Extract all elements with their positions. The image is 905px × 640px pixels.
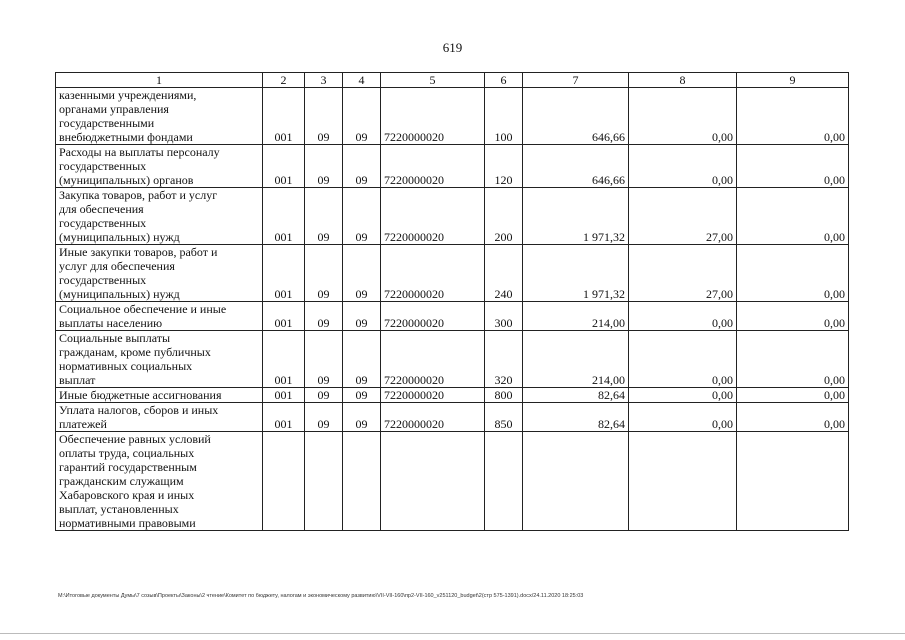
- cell-section: 09: [305, 331, 343, 388]
- cell-admin-code: 001: [263, 403, 305, 432]
- cell-amount-1: 214,00: [523, 331, 629, 388]
- cell-subsection: 09: [343, 88, 381, 145]
- column-header: 4: [343, 73, 381, 88]
- item-name-line: платежей: [59, 417, 107, 431]
- cell-amount-2: 0,00: [629, 388, 737, 403]
- cell-expense-type: 320: [485, 331, 523, 388]
- cell-amount-2: 0,00: [629, 403, 737, 432]
- cell-amount-2: [629, 432, 737, 531]
- column-header: 5: [381, 73, 485, 88]
- cell-expense-type: 800: [485, 388, 523, 403]
- cell-item-name: [56, 403, 263, 432]
- item-name-line: Социальное обеспечение и иные: [59, 302, 227, 316]
- item-name-line: выплаты населению: [59, 316, 163, 330]
- item-name-line: (муниципальных) нужд: [59, 230, 180, 244]
- cell-section: 09: [305, 188, 343, 245]
- cell-amount-1: 82,64: [523, 388, 629, 403]
- cell-item-name: [56, 388, 263, 403]
- cell-section: [305, 432, 343, 531]
- column-header: 1: [56, 73, 263, 88]
- cell-section: 09: [305, 388, 343, 403]
- document-footer-path: M:\Итоговые документы Думы\7 созыв\Проекты\Законы\2 чтение\Комитет по бюджету, налогам и экономическому развитию\VII-VII-160\пр2-VII-160_v251120_budget\2(стр 575-1391).docx/24.11.2020 18:25:03: [58, 593, 584, 599]
- table-row: [56, 88, 849, 145]
- cell-amount-3: 0,00: [737, 388, 849, 403]
- cell-admin-code: 001: [263, 245, 305, 302]
- item-name-line: выплат: [59, 373, 96, 387]
- cell-section: 09: [305, 302, 343, 331]
- cell-amount-1: 646,66: [523, 88, 629, 145]
- cell-target-code: 7220000020: [381, 88, 485, 145]
- item-name-line: Хабаровского края и иных: [59, 488, 195, 502]
- cell-item-name: [56, 245, 263, 302]
- cell-subsection: 09: [343, 331, 381, 388]
- item-name-line: Иные закупки товаров, работ и: [59, 245, 218, 259]
- cell-target-code: [381, 432, 485, 531]
- cell-subsection: 09: [343, 145, 381, 188]
- cell-target-code: 7220000020: [381, 188, 485, 245]
- cell-amount-1: [523, 432, 629, 531]
- cell-item-name: [56, 331, 263, 388]
- cell-amount-2: 27,00: [629, 188, 737, 245]
- cell-target-code: 7220000020: [381, 302, 485, 331]
- cell-subsection: 09: [343, 245, 381, 302]
- item-name-line: Закупка товаров, работ и услуг: [59, 188, 218, 202]
- cell-subsection: 09: [343, 302, 381, 331]
- cell-amount-2: 0,00: [629, 145, 737, 188]
- item-name-line: (муниципальных) органов: [59, 173, 194, 187]
- cell-admin-code: 001: [263, 88, 305, 145]
- cell-section: 09: [305, 145, 343, 188]
- cell-amount-3: 0,00: [737, 88, 849, 145]
- cell-amount-1: 214,00: [523, 302, 629, 331]
- column-header: 8: [629, 73, 737, 88]
- item-name-line: государственными: [59, 116, 155, 130]
- cell-expense-type: 240: [485, 245, 523, 302]
- budget-table: [55, 72, 849, 531]
- item-name-line: государственных: [59, 273, 147, 287]
- cell-target-code: 7220000020: [381, 145, 485, 188]
- item-name-line: нормативных социальных: [59, 359, 193, 373]
- item-name-line: гарантий государственным: [59, 460, 197, 474]
- cell-target-code: 7220000020: [381, 403, 485, 432]
- cell-amount-3: 0,00: [737, 145, 849, 188]
- cell-amount-2: 0,00: [629, 331, 737, 388]
- column-header: 6: [485, 73, 523, 88]
- cell-amount-3: 0,00: [737, 403, 849, 432]
- cell-amount-3: 0,00: [737, 331, 849, 388]
- item-name-line: для обеспечения: [59, 202, 144, 216]
- cell-amount-2: 0,00: [629, 302, 737, 331]
- column-header: 3: [305, 73, 343, 88]
- cell-admin-code: 001: [263, 188, 305, 245]
- cell-target-code: 7220000020: [381, 245, 485, 302]
- item-name-line: выплат, установленных: [59, 502, 179, 516]
- item-name-line: казенными учреждениями,: [59, 88, 197, 102]
- cell-admin-code: [263, 432, 305, 531]
- cell-expense-type: 850: [485, 403, 523, 432]
- cell-section: 09: [305, 245, 343, 302]
- table-row: [56, 403, 849, 432]
- item-name-line: Социальные выплаты: [59, 331, 171, 345]
- page-bottom-rule: [0, 633, 905, 634]
- table-row: [56, 245, 849, 302]
- cell-expense-type: 300: [485, 302, 523, 331]
- cell-section: 09: [305, 88, 343, 145]
- cell-amount-1: 82,64: [523, 403, 629, 432]
- item-name-line: государственных: [59, 216, 147, 230]
- column-header: 2: [263, 73, 305, 88]
- item-name-line: нормативными правовыми: [59, 516, 196, 530]
- cell-item-name: [56, 88, 263, 145]
- column-header: 9: [737, 73, 849, 88]
- item-name-line: Иные бюджетные ассигнования: [59, 388, 222, 402]
- item-name-line: гражданам, кроме публичных: [59, 345, 211, 359]
- cell-amount-3: 0,00: [737, 245, 849, 302]
- cell-admin-code: 001: [263, 331, 305, 388]
- cell-amount-1: 1 971,32: [523, 188, 629, 245]
- cell-amount-3: [737, 432, 849, 531]
- item-name-line: услуг для обеспечения: [59, 259, 175, 273]
- item-name-line: оплаты труда, социальных: [59, 446, 195, 460]
- cell-admin-code: 001: [263, 302, 305, 331]
- cell-expense-type: 100: [485, 88, 523, 145]
- cell-amount-3: 0,00: [737, 188, 849, 245]
- cell-subsection: 09: [343, 388, 381, 403]
- item-name-line: (муниципальных) нужд: [59, 287, 180, 301]
- cell-item-name: [56, 302, 263, 331]
- table-row: [56, 145, 849, 188]
- item-name-line: государственных: [59, 159, 147, 173]
- item-name-line: гражданским служащим: [59, 474, 184, 488]
- column-header: 7: [523, 73, 629, 88]
- item-name-line: Обеспечение равных условий: [59, 432, 211, 446]
- cell-expense-type: 200: [485, 188, 523, 245]
- item-name-line: Уплата налогов, сборов и иных: [59, 403, 219, 417]
- cell-admin-code: 001: [263, 145, 305, 188]
- cell-admin-code: 001: [263, 388, 305, 403]
- table-row: [56, 388, 849, 403]
- table-row: [56, 331, 849, 388]
- cell-section: 09: [305, 403, 343, 432]
- cell-target-code: 7220000020: [381, 388, 485, 403]
- cell-item-name: [56, 145, 263, 188]
- cell-subsection: [343, 432, 381, 531]
- cell-amount-1: 646,66: [523, 145, 629, 188]
- cell-amount-3: 0,00: [737, 302, 849, 331]
- table-row: [56, 188, 849, 245]
- cell-expense-type: 120: [485, 145, 523, 188]
- cell-item-name: [56, 188, 263, 245]
- item-name-line: внебюджетными фондами: [59, 130, 193, 144]
- cell-expense-type: [485, 432, 523, 531]
- cell-amount-1: 1 971,32: [523, 245, 629, 302]
- cell-amount-2: 27,00: [629, 245, 737, 302]
- item-name-line: Расходы на выплаты персоналу: [59, 145, 220, 159]
- page-number: 619: [442, 40, 463, 55]
- cell-target-code: 7220000020: [381, 331, 485, 388]
- cell-item-name: [56, 432, 263, 531]
- cell-amount-2: 0,00: [629, 88, 737, 145]
- table-header-row: [56, 73, 849, 88]
- cell-subsection: 09: [343, 403, 381, 432]
- table-row: [56, 432, 849, 531]
- item-name-line: органами управления: [59, 102, 169, 116]
- table-row: [56, 302, 849, 331]
- cell-subsection: 09: [343, 188, 381, 245]
